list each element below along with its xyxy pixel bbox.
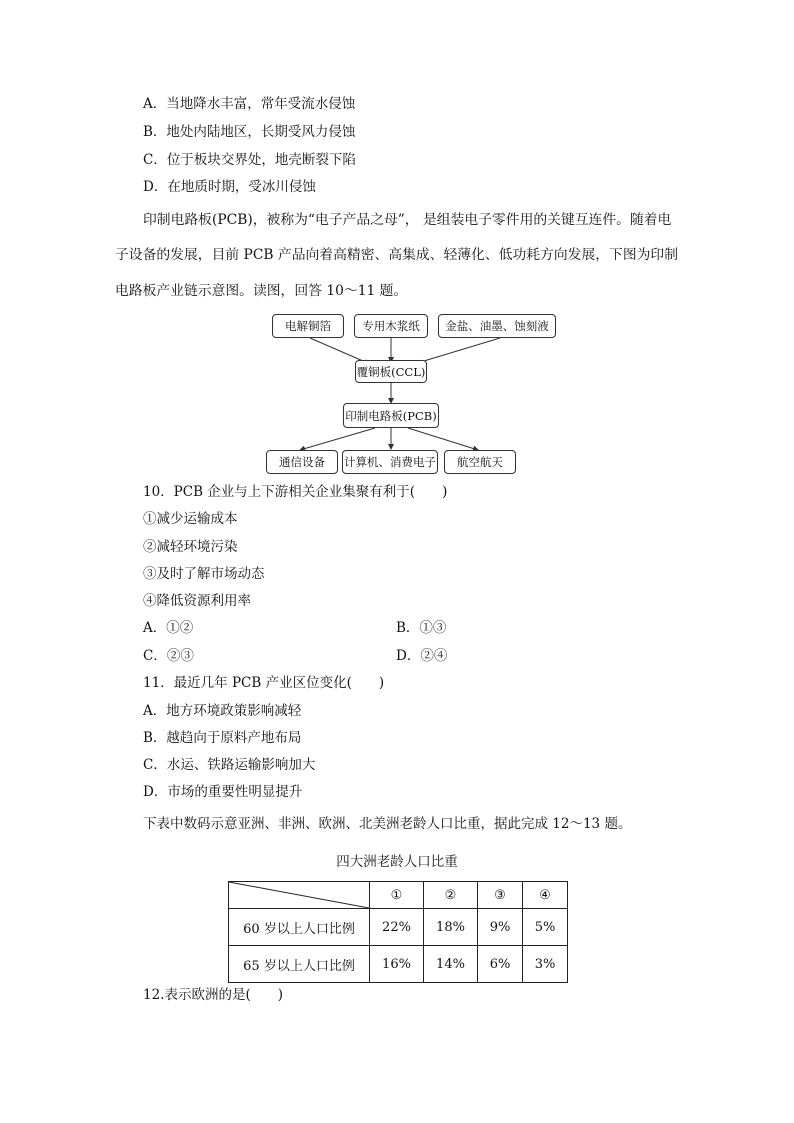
table-cell: 6% (478, 946, 523, 983)
flow-output-telecom: 通信设备 (266, 450, 338, 474)
flow-input-wood-pulp: 专用木浆纸 (354, 314, 428, 338)
q10-item-2: ②减轻环境污染 (143, 539, 238, 555)
arrow-pcb-to-aerospace (408, 428, 478, 450)
arrow-pcb-to-telecom (300, 428, 375, 450)
q9-option-c: C．位于板块交界处，地壳断裂下陷 (143, 152, 356, 168)
pcb-intro-line-1: 印制电路板(PCB)，被称为“电子产品之母”， 是组装电子零件用的关键互连件。随着电 (143, 212, 672, 228)
table-intro: 下表中数码示意亚洲、非洲、欧洲、北美洲老龄人口比重，据此完成 12～13 题。 (143, 816, 632, 832)
col-header-4: ④ (523, 882, 568, 909)
q10-stem: 10．PCB 企业与上下游相关企业集聚有利于( ) (143, 484, 448, 500)
pcb-intro-line-2: 子设备的发展，目前 PCB 产品向着高精密、高集成、轻薄化、低功耗方向发展，下图为印制 (115, 247, 679, 263)
flow-ccl: 覆铜板(CCL) (355, 360, 427, 383)
q10-option-a: A．①② (143, 620, 194, 636)
table-row (229, 909, 568, 946)
q10-item-3: ③及时了解市场动态 (143, 566, 265, 582)
arrow-chem-to-ccl (414, 338, 500, 364)
flow-input-chemicals: 金盐、油墨、蚀刻液 (438, 314, 556, 338)
table-cell: 9% (478, 909, 523, 946)
q11-option-d: D．市场的重要性明显提升 (143, 784, 303, 800)
q10-item-1: ①减少运输成本 (143, 511, 238, 527)
table-cell: 22% (370, 909, 424, 946)
q10-item-4: ④降低资源利用率 (143, 593, 251, 609)
table-cell: 16% (370, 946, 424, 983)
q10-option-b: B．①③ (396, 620, 447, 636)
table-row (229, 946, 568, 983)
flow-output-aerospace: 航空航天 (444, 450, 516, 474)
flow-pcb: 印制电路板(PCB) (343, 403, 439, 428)
row-label: 60 岁以上人口比例 (229, 909, 370, 946)
table-cell: 18% (424, 909, 478, 946)
table-corner-cell (229, 882, 370, 909)
q10-option-d: D．②④ (396, 648, 448, 664)
flow-input-copper-foil: 电解铜箔 (272, 314, 344, 338)
table-header-row (229, 882, 568, 909)
q9-option-a: A．当地降水丰富，常年受流水侵蚀 (143, 96, 356, 112)
col-header-3: ③ (478, 882, 523, 909)
row-label: 65 岁以上人口比例 (229, 946, 370, 983)
q11-stem: 11．最近几年 PCB 产业区位变化( ) (143, 675, 385, 691)
col-header-1: ① (370, 882, 424, 909)
table-cell: 14% (424, 946, 478, 983)
q9-option-b: B．地处内陆地区，长期受风力侵蚀 (143, 124, 356, 140)
q11-option-a: A．地方环境政策影响减轻 (143, 703, 302, 719)
table-title: 四大洲老龄人口比重 (336, 854, 458, 870)
pcb-intro-line-3: 电路板产业链示意图。读图，回答 10～11 题。 (115, 283, 408, 299)
q11-option-b: B．越趋向于原料产地布局 (143, 730, 302, 746)
table-cell: 3% (523, 946, 568, 983)
q9-option-d: D．在地质时期，受冰川侵蚀 (143, 179, 316, 195)
table-cell: 5% (523, 909, 568, 946)
elderly-population-table (228, 881, 568, 983)
diagonal-divider (229, 882, 369, 908)
q10-option-c: C．②③ (143, 648, 194, 664)
q11-option-c: C．水运、铁路运输影响加大 (143, 757, 316, 773)
flow-output-computers: 计算机、消费电子 (342, 450, 438, 474)
q12-stem: 12.表示欧洲的是( ) (143, 987, 284, 1003)
col-header-2: ② (424, 882, 478, 909)
